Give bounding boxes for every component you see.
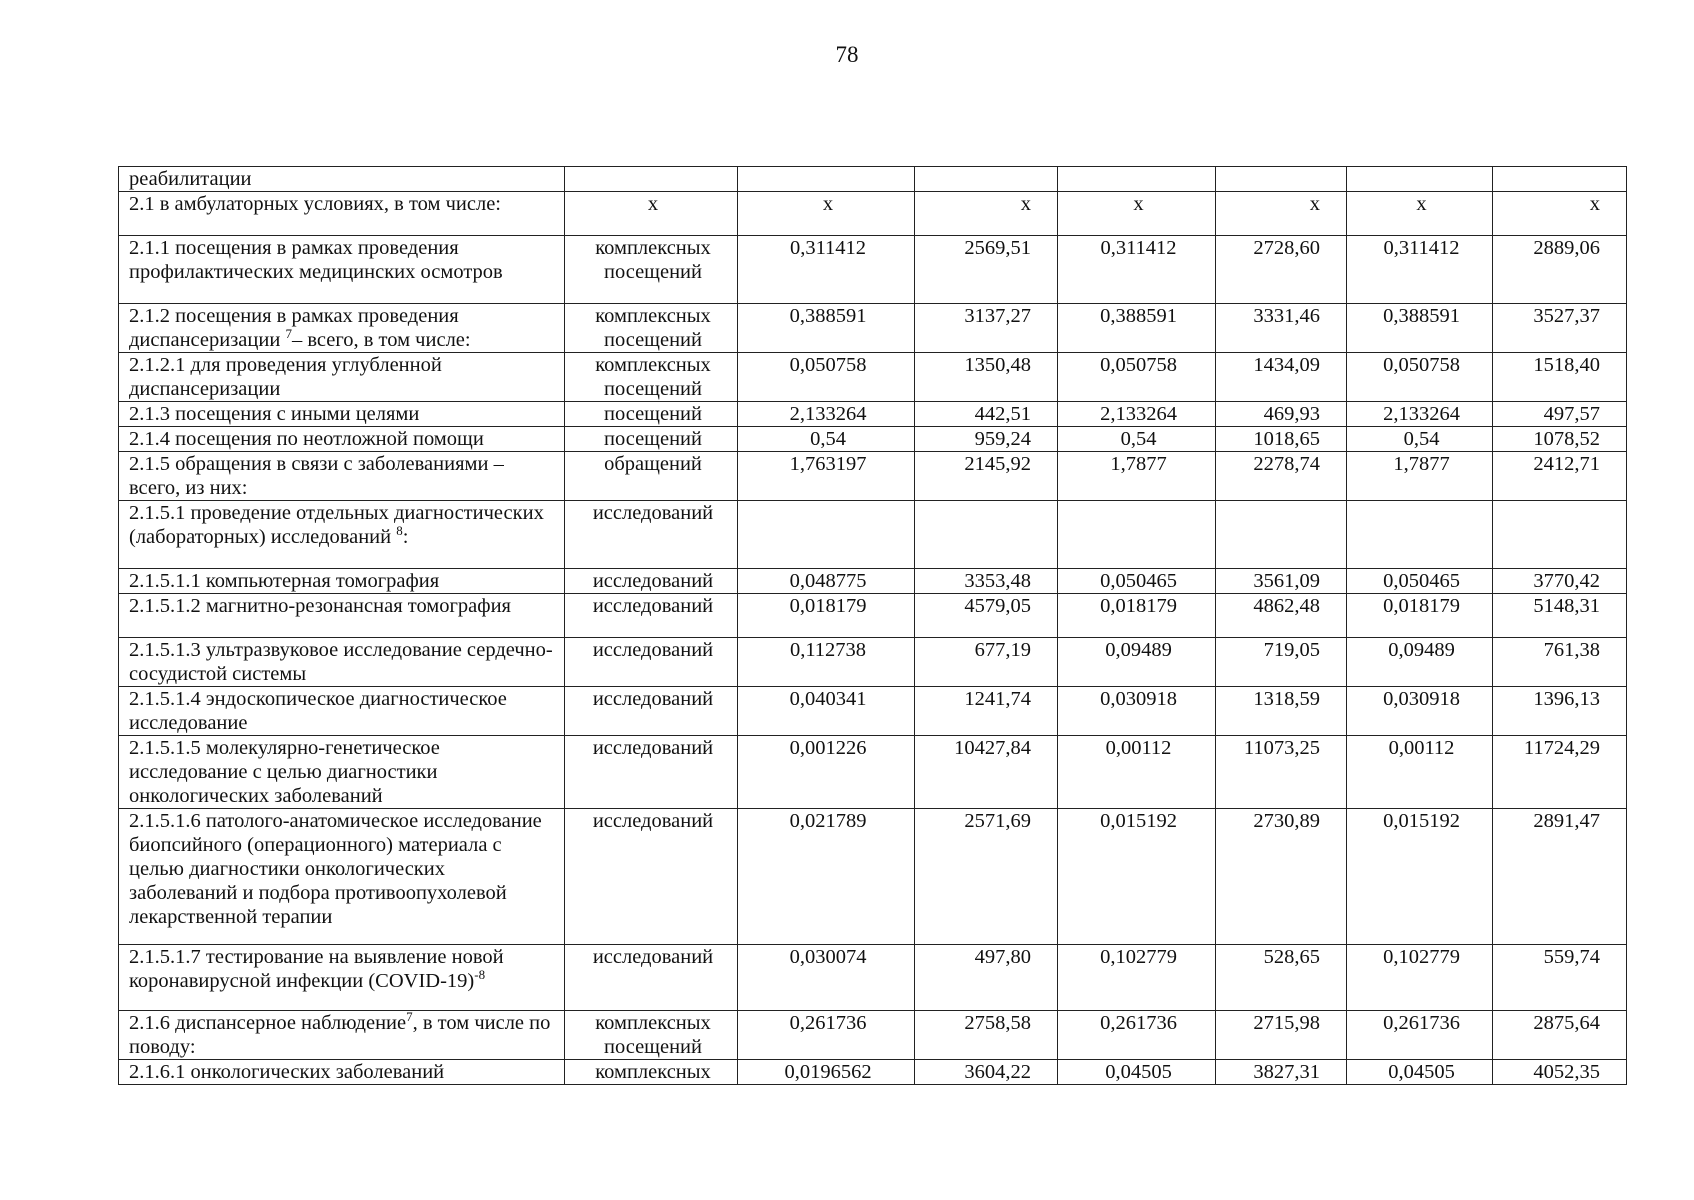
value-cell: 0,09489 <box>1058 638 1216 687</box>
value-cell <box>1493 501 1627 569</box>
value-cell: 0,040341 <box>738 687 915 736</box>
row-name <box>119 569 565 594</box>
value-cell <box>738 167 915 192</box>
value-cell: 0,04505 <box>1058 1060 1216 1085</box>
value-cell: 3770,42 <box>1493 569 1627 594</box>
row-name-tail: : <box>402 526 409 548</box>
value-cell <box>738 501 915 569</box>
row-unit: посещений <box>565 427 738 452</box>
value-cell: 2569,51 <box>915 236 1058 304</box>
value-cell: 3137,27 <box>915 304 1058 353</box>
value-cell: 0,030074 <box>738 945 915 1011</box>
value-cell: 11073,25 <box>1216 736 1347 809</box>
table-row <box>119 501 1627 569</box>
value-cell: 497,80 <box>915 945 1058 1011</box>
value-cell: 3331,46 <box>1216 304 1347 353</box>
value-cell: 1,7877 <box>1058 452 1216 501</box>
table-row <box>119 687 1627 736</box>
value-cell: 719,05 <box>1216 638 1347 687</box>
table-row <box>119 427 1627 452</box>
row-name-text: 2.1.4 посещения по неотложной помощи <box>129 428 484 450</box>
value-cell: 3827,31 <box>1216 1060 1347 1085</box>
value-cell: 0,388591 <box>738 304 915 353</box>
value-cell: 4579,05 <box>915 594 1058 638</box>
value-cell: 0,311412 <box>738 236 915 304</box>
value-cell: 677,19 <box>915 638 1058 687</box>
value-cell: 0,311412 <box>1347 236 1493 304</box>
value-cell: 2889,06 <box>1493 236 1627 304</box>
value-cell: х <box>1058 192 1216 236</box>
row-name-text: 2.1.2.1 для проведения углубленной диспансеризации <box>129 354 442 400</box>
value-cell: 0,050758 <box>1058 353 1216 402</box>
value-cell: 0,102779 <box>1347 945 1493 1011</box>
value-cell: 2730,89 <box>1216 809 1347 945</box>
value-cell: 0,021789 <box>738 809 915 945</box>
value-cell: 2145,92 <box>915 452 1058 501</box>
row-name-text: 2.1 в амбулаторных условиях, в том числе: <box>129 193 501 215</box>
value-cell: 0,018179 <box>1058 594 1216 638</box>
value-cell: 0,261736 <box>738 1011 915 1060</box>
value-cell: 0,015192 <box>1058 809 1216 945</box>
value-cell: 2,133264 <box>1347 402 1493 427</box>
data-table <box>118 166 1627 1085</box>
value-cell: 497,57 <box>1493 402 1627 427</box>
value-cell: 0,050758 <box>738 353 915 402</box>
row-name <box>119 402 565 427</box>
value-cell: 0,018179 <box>738 594 915 638</box>
value-cell: 1241,74 <box>915 687 1058 736</box>
table-row <box>119 945 1627 1011</box>
row-name-text: 2.1.5.1.2 магнитно-резонансная томография <box>129 595 511 617</box>
value-cell <box>1493 167 1627 192</box>
table-row <box>119 402 1627 427</box>
value-cell: 0,102779 <box>1058 945 1216 1011</box>
row-unit: комплексных посещений <box>565 304 738 353</box>
row-unit <box>565 167 738 192</box>
value-cell: 2,133264 <box>1058 402 1216 427</box>
value-cell: 0,030918 <box>1347 687 1493 736</box>
value-cell: 0,54 <box>1347 427 1493 452</box>
value-cell: 0,015192 <box>1347 809 1493 945</box>
row-unit: комплексных <box>565 1060 738 1085</box>
value-cell: 0,54 <box>738 427 915 452</box>
footnote-ref: 8 <box>396 523 403 539</box>
value-cell: 1078,52 <box>1493 427 1627 452</box>
row-unit: комплексных посещений <box>565 1011 738 1060</box>
value-cell: 2571,69 <box>915 809 1058 945</box>
value-cell: 0,050758 <box>1347 353 1493 402</box>
row-name <box>119 1060 565 1085</box>
table-row <box>119 809 1627 945</box>
row-unit: исследований <box>565 501 738 569</box>
row-unit: исследований <box>565 569 738 594</box>
row-name-text: 2.1.5.1.7 тестирование на выявление новой коронавирусной инфекции (COVID-19) <box>129 946 504 992</box>
row-unit: исследований <box>565 638 738 687</box>
value-cell: 2,133264 <box>738 402 915 427</box>
row-name <box>119 236 565 304</box>
row-name <box>119 192 565 236</box>
value-cell: 1,7877 <box>1347 452 1493 501</box>
value-cell: 1018,65 <box>1216 427 1347 452</box>
row-name-text: 2.1.5 обращения в связи с заболеваниями – всего, из них: <box>129 453 504 499</box>
footnote-ref: 7 <box>285 326 292 342</box>
value-cell: 0,09489 <box>1347 638 1493 687</box>
row-name-text: 2.1.6.1 онкологических заболеваний <box>129 1061 445 1083</box>
value-cell: 0,388591 <box>1058 304 1216 353</box>
row-unit: исследований <box>565 809 738 945</box>
value-cell: 3604,22 <box>915 1060 1058 1085</box>
value-cell <box>1347 167 1493 192</box>
value-cell: 1318,59 <box>1216 687 1347 736</box>
table-row <box>119 304 1627 353</box>
value-cell: 0,112738 <box>738 638 915 687</box>
table-row <box>119 353 1627 402</box>
table-row <box>119 452 1627 501</box>
value-cell: 0,048775 <box>738 569 915 594</box>
row-name-text: 2.1.2 посещения в рамках проведения диспансеризации <box>129 305 459 351</box>
row-name-text: реабилитации <box>129 168 252 190</box>
value-cell <box>1347 501 1493 569</box>
value-cell: 3353,48 <box>915 569 1058 594</box>
value-cell <box>1216 501 1347 569</box>
row-name <box>119 594 565 638</box>
value-cell: 442,51 <box>915 402 1058 427</box>
page-number: 78 <box>835 42 859 67</box>
value-cell: 10427,84 <box>915 736 1058 809</box>
row-name-text: 2.1.5.1.4 эндоскопическое диагностическое исследование <box>129 688 507 734</box>
value-cell: 0,311412 <box>1058 236 1216 304</box>
value-cell: 2278,74 <box>1216 452 1347 501</box>
value-cell: х <box>738 192 915 236</box>
table-row <box>119 1060 1627 1085</box>
row-unit: исследований <box>565 945 738 1011</box>
table-row <box>119 192 1627 236</box>
value-cell: 2728,60 <box>1216 236 1347 304</box>
value-cell: 0,018179 <box>1347 594 1493 638</box>
value-cell: 0,261736 <box>1058 1011 1216 1060</box>
row-name <box>119 809 565 945</box>
table-row <box>119 167 1627 192</box>
row-name <box>119 687 565 736</box>
value-cell: 0,54 <box>1058 427 1216 452</box>
row-name-text: 2.1.5.1.1 компьютерная томография <box>129 570 440 592</box>
value-cell: 4052,35 <box>1493 1060 1627 1085</box>
value-cell: 2891,47 <box>1493 809 1627 945</box>
row-name <box>119 945 565 1011</box>
table-body <box>119 167 1627 1085</box>
value-cell <box>915 501 1058 569</box>
value-cell: 0,0196562 <box>738 1060 915 1085</box>
value-cell: 0,00112 <box>1058 736 1216 809</box>
value-cell: 2412,71 <box>1493 452 1627 501</box>
table-row <box>119 236 1627 304</box>
value-cell: х <box>1216 192 1347 236</box>
value-cell: 469,93 <box>1216 402 1347 427</box>
table-row <box>119 569 1627 594</box>
value-cell: 3527,37 <box>1493 304 1627 353</box>
value-cell: 1,763197 <box>738 452 915 501</box>
value-cell: 0,001226 <box>738 736 915 809</box>
row-name <box>119 427 565 452</box>
row-name-text: 2.1.5.1.5 молекулярно-генетическое исследование с целью диагностики онкологических заболеваний <box>129 737 440 807</box>
table-row <box>119 736 1627 809</box>
value-cell: 0,00112 <box>1347 736 1493 809</box>
row-unit: х <box>565 192 738 236</box>
row-name <box>119 452 565 501</box>
row-unit: посещений <box>565 402 738 427</box>
row-name-tail: – всего, в том числе: <box>291 329 471 351</box>
row-name <box>119 304 565 353</box>
row-name-text: 2.1.5.1.3 ультразвуковое исследование сердечно-сосудистой системы <box>129 639 553 685</box>
row-name <box>119 1011 565 1060</box>
value-cell: 0,050465 <box>1347 569 1493 594</box>
row-name <box>119 353 565 402</box>
row-name <box>119 736 565 809</box>
row-name-tail: , в том числе по поводу: <box>129 1012 551 1058</box>
value-cell: 0,261736 <box>1347 1011 1493 1060</box>
value-cell: 2758,58 <box>915 1011 1058 1060</box>
footnote-ref: -8 <box>474 967 486 983</box>
value-cell: х <box>1347 192 1493 236</box>
value-cell: 0,050465 <box>1058 569 1216 594</box>
row-unit: исследований <box>565 594 738 638</box>
row-name <box>119 501 565 569</box>
value-cell <box>915 167 1058 192</box>
row-name <box>119 638 565 687</box>
value-cell: 1518,40 <box>1493 353 1627 402</box>
table-row <box>119 1011 1627 1060</box>
value-cell: 528,65 <box>1216 945 1347 1011</box>
value-cell: 2875,64 <box>1493 1011 1627 1060</box>
value-cell: 3561,09 <box>1216 569 1347 594</box>
value-cell: 761,38 <box>1493 638 1627 687</box>
value-cell: 0,04505 <box>1347 1060 1493 1085</box>
row-name <box>119 167 565 192</box>
row-unit: комплексных посещений <box>565 353 738 402</box>
row-unit: исследований <box>565 687 738 736</box>
row-unit: исследований <box>565 736 738 809</box>
value-cell: 1434,09 <box>1216 353 1347 402</box>
row-name-text: 2.1.6 диспансерное наблюдение <box>129 1012 407 1034</box>
value-cell: х <box>1493 192 1627 236</box>
value-cell: 1396,13 <box>1493 687 1627 736</box>
table-row <box>119 638 1627 687</box>
row-name-text: 2.1.1 посещения в рамках проведения профилактических медицинских осмотров <box>129 237 503 283</box>
row-unit: обращений <box>565 452 738 501</box>
value-cell: х <box>915 192 1058 236</box>
row-name-text: 2.1.5.1 проведение отдельных диагностических (лабораторных) исследований <box>129 502 544 548</box>
row-name-text: 2.1.3 посещения с иными целями <box>129 403 420 425</box>
value-cell: 1350,48 <box>915 353 1058 402</box>
value-cell: 0,388591 <box>1347 304 1493 353</box>
value-cell: 5148,31 <box>1493 594 1627 638</box>
footnote-ref: 7 <box>406 1010 413 1025</box>
value-cell <box>1058 501 1216 569</box>
row-unit: комплексных посещений <box>565 236 738 304</box>
value-cell <box>1058 167 1216 192</box>
value-cell: 11724,29 <box>1493 736 1627 809</box>
value-cell: 559,74 <box>1493 945 1627 1011</box>
value-cell: 2715,98 <box>1216 1011 1347 1060</box>
value-cell: 959,24 <box>915 427 1058 452</box>
value-cell: 4862,48 <box>1216 594 1347 638</box>
table-row <box>119 594 1627 638</box>
row-name-text: 2.1.5.1.6 патолого-анатомическое исследование биопсийного (операционного) материала с целью диагностики онкологических заболеваний и подбора противоопухолевой лекарственной терапии <box>129 810 542 928</box>
value-cell <box>1216 167 1347 192</box>
value-cell: 0,030918 <box>1058 687 1216 736</box>
